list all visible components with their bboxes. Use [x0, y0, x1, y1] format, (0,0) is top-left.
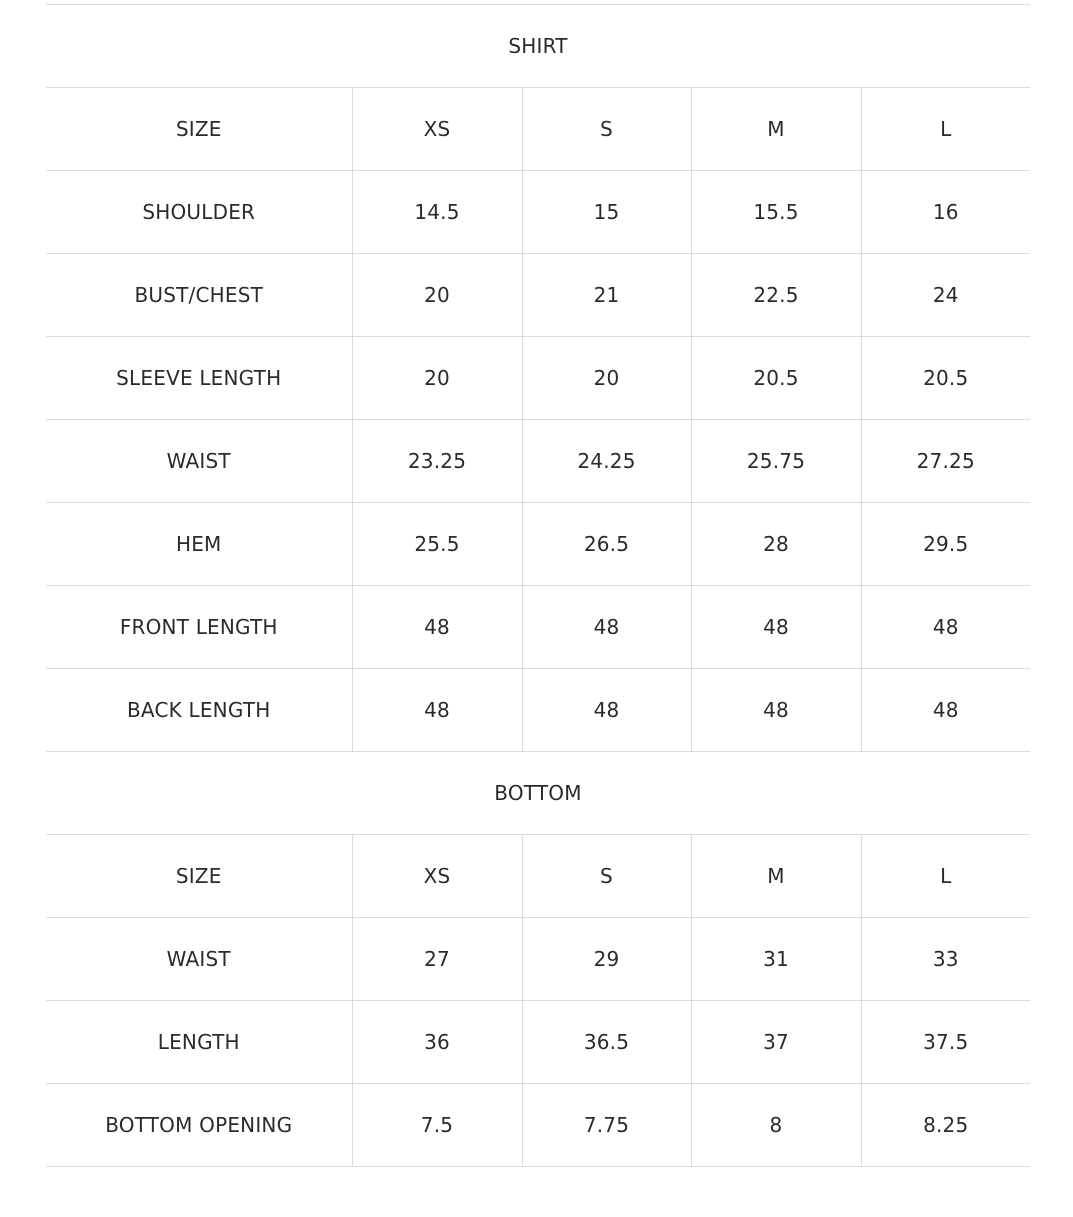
table-cell: 31 [691, 918, 861, 1001]
row-label: LENGTH [46, 1001, 352, 1084]
table-cell: 28 [691, 503, 861, 586]
table-cell: 48 [691, 669, 861, 752]
table-row [46, 918, 1030, 1001]
table-cell: 48 [522, 586, 691, 669]
table-cell: 23.25 [352, 420, 522, 503]
row-label: WAIST [46, 918, 352, 1001]
table-row [46, 669, 1030, 752]
table-cell: 20.5 [861, 337, 1030, 420]
table-cell: 20 [522, 337, 691, 420]
table-cell: 25.75 [691, 420, 861, 503]
table-header-row [46, 88, 1030, 171]
table-row [46, 254, 1030, 337]
table-row [46, 420, 1030, 503]
row-label: SLEEVE LENGTH [46, 337, 352, 420]
section-title-bottom: BOTTOM [46, 752, 1030, 835]
row-label: FRONT LENGTH [46, 586, 352, 669]
table-cell: 8 [691, 1084, 861, 1167]
table-row [46, 503, 1030, 586]
table-cell: 22.5 [691, 254, 861, 337]
table-cell: 37.5 [861, 1001, 1030, 1084]
header-cell: S [522, 88, 691, 171]
table-cell: 37 [691, 1001, 861, 1084]
table-row [46, 1084, 1030, 1167]
header-cell: M [691, 88, 861, 171]
header-cell: L [861, 88, 1030, 171]
table-cell: 48 [352, 586, 522, 669]
table-cell: 7.75 [522, 1084, 691, 1167]
row-label: WAIST [46, 420, 352, 503]
table-cell: 29.5 [861, 503, 1030, 586]
table-cell: 7.5 [352, 1084, 522, 1167]
table-row [46, 171, 1030, 254]
table-cell: 27 [352, 918, 522, 1001]
table-cell: 27.25 [861, 420, 1030, 503]
table-cell: 33 [861, 918, 1030, 1001]
table-cell: 48 [522, 669, 691, 752]
table-cell: 36.5 [522, 1001, 691, 1084]
header-cell: SIZE [46, 88, 352, 171]
row-label: HEM [46, 503, 352, 586]
table-cell: 48 [691, 586, 861, 669]
header-cell: SIZE [46, 835, 352, 918]
table-row [46, 1001, 1030, 1084]
row-label: SHOULDER [46, 171, 352, 254]
row-label: BACK LENGTH [46, 669, 352, 752]
table-cell: 14.5 [352, 171, 522, 254]
row-label: BUST/CHEST [46, 254, 352, 337]
table-cell: 25.5 [352, 503, 522, 586]
header-cell: M [691, 835, 861, 918]
section-title-row [46, 5, 1030, 88]
table-row [46, 586, 1030, 669]
size-chart [46, 4, 1030, 1167]
table-cell: 48 [861, 586, 1030, 669]
table-row [46, 337, 1030, 420]
row-label: BOTTOM OPENING [46, 1084, 352, 1167]
table-cell: 15.5 [691, 171, 861, 254]
table-cell: 48 [861, 669, 1030, 752]
table-cell: 21 [522, 254, 691, 337]
table-cell: 8.25 [861, 1084, 1030, 1167]
table-cell: 29 [522, 918, 691, 1001]
table-cell: 24.25 [522, 420, 691, 503]
section-title-shirt: SHIRT [46, 5, 1030, 88]
size-chart-table [46, 4, 1030, 1167]
table-cell: 20 [352, 254, 522, 337]
header-cell: S [522, 835, 691, 918]
table-cell: 24 [861, 254, 1030, 337]
header-cell: XS [352, 88, 522, 171]
table-header-row [46, 835, 1030, 918]
header-cell: L [861, 835, 1030, 918]
table-cell: 15 [522, 171, 691, 254]
section-title-row [46, 752, 1030, 835]
table-cell: 16 [861, 171, 1030, 254]
table-cell: 36 [352, 1001, 522, 1084]
header-cell: XS [352, 835, 522, 918]
table-cell: 48 [352, 669, 522, 752]
table-cell: 20 [352, 337, 522, 420]
table-cell: 26.5 [522, 503, 691, 586]
table-cell: 20.5 [691, 337, 861, 420]
